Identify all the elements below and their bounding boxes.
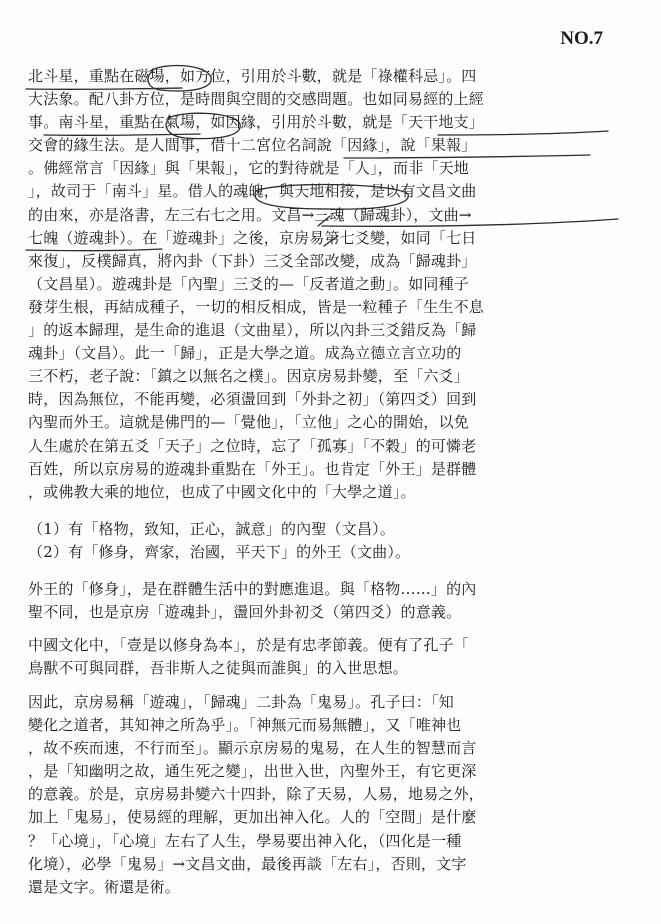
text-line: 事。南斗星，重點在氣場，如因緣，引用於斗數，就是「天干地支」: [28, 113, 485, 132]
text-line: 」的返本歸理，是生命的進退（文曲星），所以內卦三爻錯反為「歸: [28, 321, 477, 340]
text-line: 七魄（遊魂卦）。在「遊魂卦」之後，京房易第七爻變，如同「七日: [28, 228, 477, 247]
text-line: ，或佛教大乘的地位，也成了中國文化中的「大學之道」。: [28, 482, 416, 501]
text-line: 鳥獸不可與同群，吾非斯人之徒與而誰與」的入世思想。: [28, 659, 409, 678]
text-line: ？「心境」，「心境」左右了人生，學易要出神入化，（四化是一種: [28, 831, 462, 850]
text-line: （1）有「格物，致知，正心，誠意」的內聖（文昌）。: [28, 520, 396, 538]
text-line: 時，因為無位，不能再變，必須盪回到「外卦之初」（第四爻）回到: [28, 390, 477, 409]
text-line: 交會的緣生法。是人間事，借十二宮位名詞說「因緣」，說「果報」: [28, 136, 477, 155]
text-line: 加上「鬼易」，使易經的理解，更加出神入化。人的「空間」是什麼: [28, 808, 477, 827]
text-line: 北斗星，重點在磁場，如方位，引用於斗數，就是「祿權科忌」。四: [28, 67, 477, 85]
text-line: 聖不同，也是京房「遊魂卦」，盪回外卦初爻（第四爻）的意義。: [28, 603, 462, 622]
text-line: 來復」，反樸歸真，將內卦（下卦）三爻全部改變，成為「歸魂卦」: [28, 251, 477, 270]
text-line: 的由來，亦是洛書，左三右七之用。文昌→三魂（歸魂卦），文曲→: [28, 205, 472, 224]
page-number: NO.7: [560, 28, 603, 49]
text-line: 百姓，所以京房易的遊魂卦重點在「外王」。也肯定「外王」是群體: [28, 459, 477, 478]
text-line: 的意義。於是，京房易卦變六十四卦，除了天易，人易，地易之外，: [28, 785, 485, 804]
text-line: （2）有「修身，齊家，治國，平天下」的外王（文曲）。: [28, 543, 411, 562]
text-line: 大法象。配八卦方位，是時間與空間的交感問題。也如同易經的上經: [28, 90, 485, 109]
text-line: 發芽生根，再結成種子，一切的相反相成，皆是一粒種子「生生不息: [28, 297, 485, 316]
paragraph-1: [28, 65, 628, 504]
text-line: 還是文字。術還是術。: [28, 877, 181, 896]
text-line: 。佛經常言「因緣」與「果報」，它的對待就是「人」，而非「天地: [28, 159, 470, 178]
text-line: 中國文化中，「壹是以修身為本」，於是有忠孝節義。便有了孔子「: [28, 636, 470, 654]
paragraph-5: [28, 691, 628, 899]
text-line: ，是「知幽明之故，通生死之變」，出世入世，內聖外王，有它更深: [28, 762, 477, 781]
text-line: 」，故司于「南斗」星。借人的魂魄，與天地相接，是以有文昌文曲: [28, 182, 477, 201]
text-line: 化境），必學「鬼易」→文昌文曲，最後再談「左右」，否則，文字: [28, 854, 467, 873]
text-line: 內聖而外王。這就是佛門的—「覺他」，「立他」之心的開始，以免: [28, 413, 470, 432]
text-line: 人生處於在第五爻「天子」之位時，忘了「孤寡」「不穀」的可憐老: [28, 436, 477, 455]
text-line: （文昌星）。遊魂卦是「內聖」三爻的—「反者道之動」。如同種子: [28, 274, 470, 293]
text-line: 因此，京房易稱「遊魂」，「歸魂」二卦為「鬼易」。孔子曰：「知: [28, 693, 455, 711]
text-line: 變化之道者，其知神之所為乎」。「神無元而易無體」，又「唯神也: [28, 716, 462, 735]
text-line: 魂卦」（文昌）。此一「歸」，正是大學之道。成為立德立言立功的: [28, 344, 462, 363]
paragraph-2: [28, 518, 628, 564]
text-line: ，故不疾而速，不行而至」。顯示京房易的鬼易，在人生的智慧而言: [28, 739, 477, 758]
text-line: 外王的「修身」，是在群體生活中的對應進退。與「格物……」的內: [28, 580, 477, 598]
text-line: 三不朽，老子說：「鎮之以無名之樸」。因京房易卦變，至「六爻」: [28, 367, 470, 386]
paragraph-4: [28, 634, 628, 680]
paragraph-3: [28, 578, 628, 624]
